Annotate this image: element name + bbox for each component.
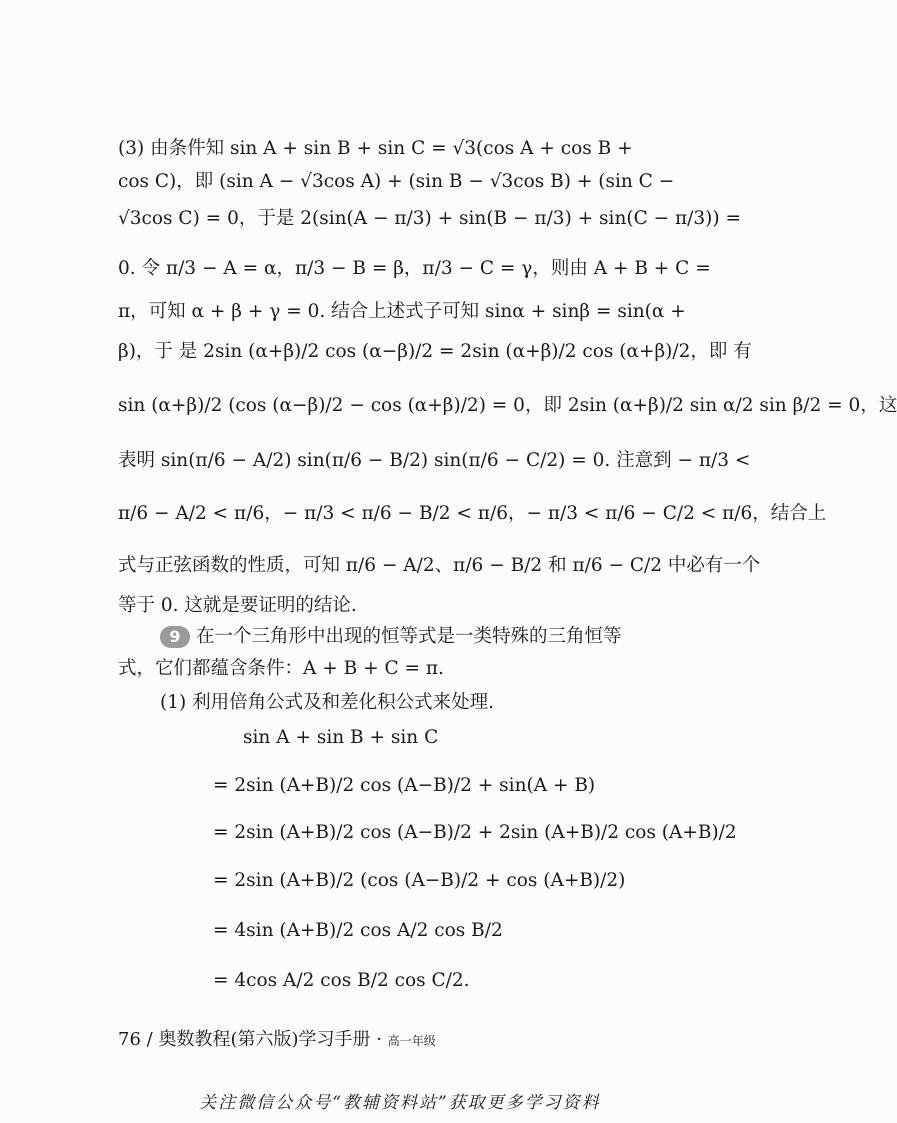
solution-line-4: 0. 令 π/3 − A = α，π/3 − B = β，π/3 − C = γ，则由 A + B + C = xyxy=(118,258,711,279)
solution-line-5: π，可知 α + β + γ = 0. 结合上述式子可知 sinα + sinβ = sin(α + xyxy=(118,301,686,322)
equation-line-2: = 2sin (A+B)/2 cos (A−B)/2 + sin(A + B) xyxy=(213,775,596,796)
solution-line-2: cos C)，即 (sin A − √3cos A) + (sin B − √3cos B) + (sin C − xyxy=(118,171,675,192)
book-title: 奥数教程(第六版)学习手册 · xyxy=(158,1029,382,1050)
problem-9-intro-text: 在一个三角形中出现的恒等式是一类特殊的三角恒等 xyxy=(196,626,622,647)
solution-line-11: 等于 0. 这就是要证明的结论. xyxy=(118,595,357,616)
solution-line-9: π/6 − A/2 < π/6，− π/3 < π/6 − B/2 < π/6，− π/3 < π/6 − C/2 < π/6，结合上 xyxy=(118,503,827,524)
solution-line-3: √3cos C) = 0，于是 2(sin(A − π/3) + sin(B − π/3) + sin(C − π/3)) = xyxy=(118,208,741,229)
equation-line-5: = 4sin (A+B)/2 cos A/2 cos B/2 xyxy=(213,920,503,941)
equation-line-3: = 2sin (A+B)/2 cos (A−B)/2 + 2sin (A+B)/2 cos (A+B)/2 xyxy=(213,822,737,843)
problem-9-intro-line2: 式，它们都蕴含条件：A + B + C = π. xyxy=(118,658,444,679)
equation-line-6: = 4cos A/2 cos B/2 cos C/2. xyxy=(213,970,470,991)
footer-separator: / xyxy=(146,1029,153,1050)
problem-9-part1: (1) 利用倍角公式及和差化积公式来处理. xyxy=(160,692,494,713)
page-footer xyxy=(118,1025,436,1051)
solution-line-8: 表明 sin(π/6 − A/2) sin(π/6 − B/2) sin(π/6 − C/2) = 0. 注意到 − π/3 < xyxy=(118,450,751,471)
problem-9-intro xyxy=(160,626,726,648)
solution-line-10: 式与正弦函数的性质，可知 π/6 − A/2、π/6 − B/2 和 π/6 − C/2 中必有一个 xyxy=(118,555,761,576)
equation-line-4: = 2sin (A+B)/2 (cos (A−B)/2 + cos (A+B)/2) xyxy=(213,870,626,891)
solution-line-7: sin (α+β)/2 (cos (α−β)/2 − cos (α+β)/2) = 0，即 2sin (α+β)/2 sin α/2 sin β/2 = 0，这 xyxy=(118,395,897,416)
problem-number-badge: 9 xyxy=(160,626,190,648)
page-number: 76 xyxy=(118,1029,141,1050)
solution-line-6: β)，于 是 2sin (α+β)/2 cos (α−β)/2 = 2sin (α+β)/2 cos (α+β)/2，即 有 xyxy=(118,341,752,362)
solution-line-1: (3) 由条件知 sin A + sin B + sin C = √3(cos A + cos B + xyxy=(118,138,633,159)
grade-label: 高一年级 xyxy=(387,1034,436,1048)
equation-line-1: sin A + sin B + sin C xyxy=(243,727,439,748)
watermark-text: 关注微信公众号“教辅资料站”获取更多学习资料 xyxy=(199,1093,601,1113)
